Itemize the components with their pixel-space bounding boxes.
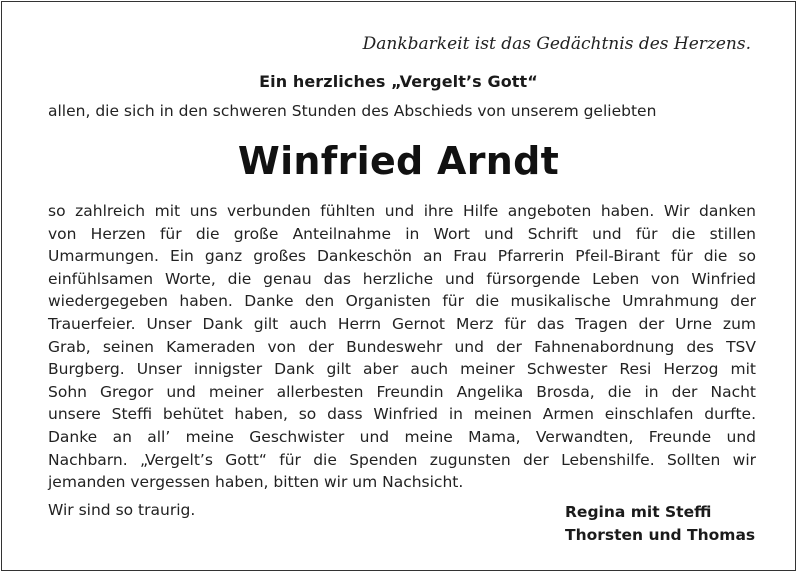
thanks-body [48, 200, 756, 494]
body-line: Nachbarn. „Vergelt’s Gott“ für die Spenden zugunsten der Lebenshilfe. Sollten wir [48, 450, 756, 469]
closing-line: Wir sind so traurig. [48, 501, 196, 519]
intro-line: allen, die sich in den schweren Stunden des Abschieds von unserem geliebten [48, 102, 657, 120]
body-line: Sohn Gregor und meiner allerbesten Freundin Angelika Brosda, die in der Nacht [48, 382, 756, 401]
body-line: Umarmungen. Ein ganz großes Dankeschön an Frau Pfarrerin Pfeil-Birant für die so [48, 247, 756, 266]
signature-line: Thorsten und Thomas [565, 525, 756, 544]
body-line: wiedergegeben haben. Danke den Organisten für die musikalische Umrahmung der [48, 292, 756, 311]
signature-line: Regina mit Steffi [565, 503, 712, 521]
motto-quote: Dankbarkeit ist das Gedächtnis des Herzens. [362, 34, 751, 54]
body-line: so zahlreich mit uns verbunden fühlten und ihre Hilfe angeboten haben. Wir danken [48, 202, 756, 220]
notice-frame [1, 1, 796, 571]
body-line: Grab, seinen Kameraden von der Bundeswehr und der Fahnenabordnung des TSV [48, 337, 756, 356]
thanks-heading: Ein herzliches „Vergelt’s Gott“ [259, 72, 538, 91]
body-line: Trauerfeier. Unser Dank gilt auch Herrn Gernot Merz für das Tragen der Urne zum [48, 314, 756, 333]
signature-block [565, 501, 755, 546]
body-line: Danke an all’ meine Geschwister und meine Mama, Verwandten, Freunde und [48, 427, 756, 446]
body-line: unsere Steffi behütet haben, so dass Winfried in meinen Armen einschlafen durfte. [48, 405, 756, 424]
body-line: Burgberg. Unser innigster Dank gilt aber auch meiner Schwester Resi Herzog mit [48, 360, 756, 379]
body-line: von Herzen für die große Anteilnahme in Wort und Schrift und für die stillen [48, 224, 756, 243]
deceased-name: Winfried Arndt [237, 139, 560, 183]
body-line: jemanden vergessen haben, bitten wir um Nachsicht. [48, 473, 464, 492]
body-line: einfühlsamen Worte, die genau das herzliche und fürsorgende Leben von Winfried [48, 269, 756, 288]
